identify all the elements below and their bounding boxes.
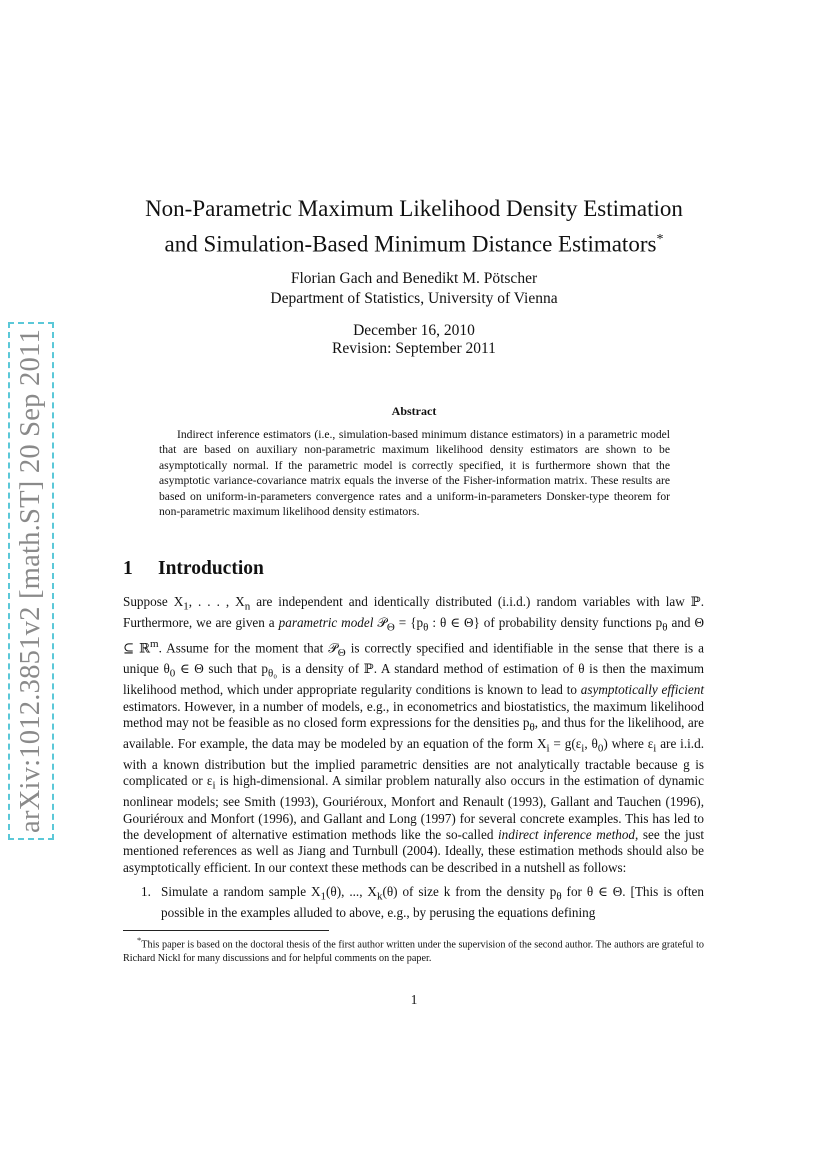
author-block	[110, 269, 718, 309]
arxiv-identifier-stamp	[8, 322, 54, 840]
author-names: Florian Gach and Benedikt M. Pötscher	[290, 270, 538, 287]
paper-revision: Revision: September 2011	[332, 340, 496, 357]
title-footnote-mark: *	[656, 232, 664, 247]
author-affiliation: Department of Statistics, University of Vienna	[270, 290, 558, 307]
paper-title	[110, 193, 718, 260]
date-block	[110, 322, 718, 358]
title-line-1: Non-Parametric Maximum Likelihood Density Estimation	[145, 196, 683, 221]
section-number: 1	[123, 558, 133, 579]
list-item-text: Simulate a random sample $X_1(\theta)$, ..., $X_k(\theta)$ of size k from the density $p_\theta$ for θ ∈ Θ. [This is often possible in the examples alluded to above, e.g., by perusing the equations defining	[161, 884, 704, 920]
list-item-number: 1.	[141, 884, 151, 899]
introduction-paragraph: Suppose $X_1$, . . . , $X_n$ are independent and identically distributed (i.i.d.) random variables with law ℙ. Furthermore, we are given a parametric model 𝒫$_\Theta$ = {$p_\theta$ : θ ∈ Θ} of probability density functions $p_\theta$ and Θ ⊆ ℝ$^m$. Assume for the moment that 𝒫$_\Theta$ is correctly specified and identifiable in the sense that there is a unique $\theta_0$ ∈ Θ such that $p_{\theta_0}$ is a density of ℙ. A standard method of estimation of θ is then the maximum likelihood method, which under appropriate regularity conditions is known to lead to asymptotically efficient estimators. However, in a number of models, e.g., in econometrics and biostatistics, the maximum likelihood method may not be feasible as no closed form expressions for the densities $p_\theta$, and thus for the likelihood, are available. For example, the data may be modeled by an equation of the form $X_i = g(\varepsilon_i$, $\theta_0$) where $\varepsilon_i$ are i.i.d. with a known distribution but the implied parametric densities are not analytically tractable because g is complicated or $\varepsilon_i$ is high-dimensional. A similar problem naturally also occurs in the estimation of dynamic nonlinear models; see Smith (1993), Gouriéroux, Monfort and Renault (1993), Gallant and Tauchen (1996), Gouriéroux and Monfort (1996), and Gallant and Long (1997) for several concrete examples. This has led to the development of alternative estimation methods like the so-called indirect inference method, see the just mentioned references as well as Jiang and Turnbull (2004). Ideally, these estimation methods should also be asymptotically efficient. In our context these methods can be described in a nutshell as follows:	[123, 594, 705, 875]
abstract-text: Indirect inference estimators (i.e., simulation-based minimum distance estimators) in a parametric model that are based on auxiliary non-parametric maximum likelihood density estimators are shown to be asymptotically normal. If the parametric model is correctly specified, it is furthermore shown that the asymptotic variance-covariance matrix equals the inverse of the Fisher-information matrix. These results are based on uniform-in-parameters convergence rates and a uniform-in-parameters Donsker-type theorem for non-parametric maximum likelihood density estimators.	[159, 428, 670, 519]
footnote-text: This paper is based on the doctoral thesis of the first author written under the supervision of the second author. The authors are grateful to Richard Nickl for many discussions and for helpful comments on the paper.	[123, 939, 704, 964]
arxiv-identifier-text: arXiv:1012.3851v2 [math.ST] 20 Sep 2011	[15, 329, 46, 833]
abstract-heading: Abstract	[391, 404, 437, 418]
title-line-2: and Simulation-Based Minimum Distance Estimators*	[164, 231, 664, 257]
footnote	[123, 934, 704, 965]
section-title: Introduction	[158, 558, 264, 579]
footnote-rule	[123, 930, 329, 931]
page-number: 1	[410, 992, 418, 1007]
footnote-mark: *	[137, 935, 142, 945]
paper-date: December 16, 2010	[353, 322, 475, 339]
section-heading-introduction	[123, 558, 264, 580]
numbered-list	[141, 884, 704, 921]
list-item	[141, 884, 704, 921]
